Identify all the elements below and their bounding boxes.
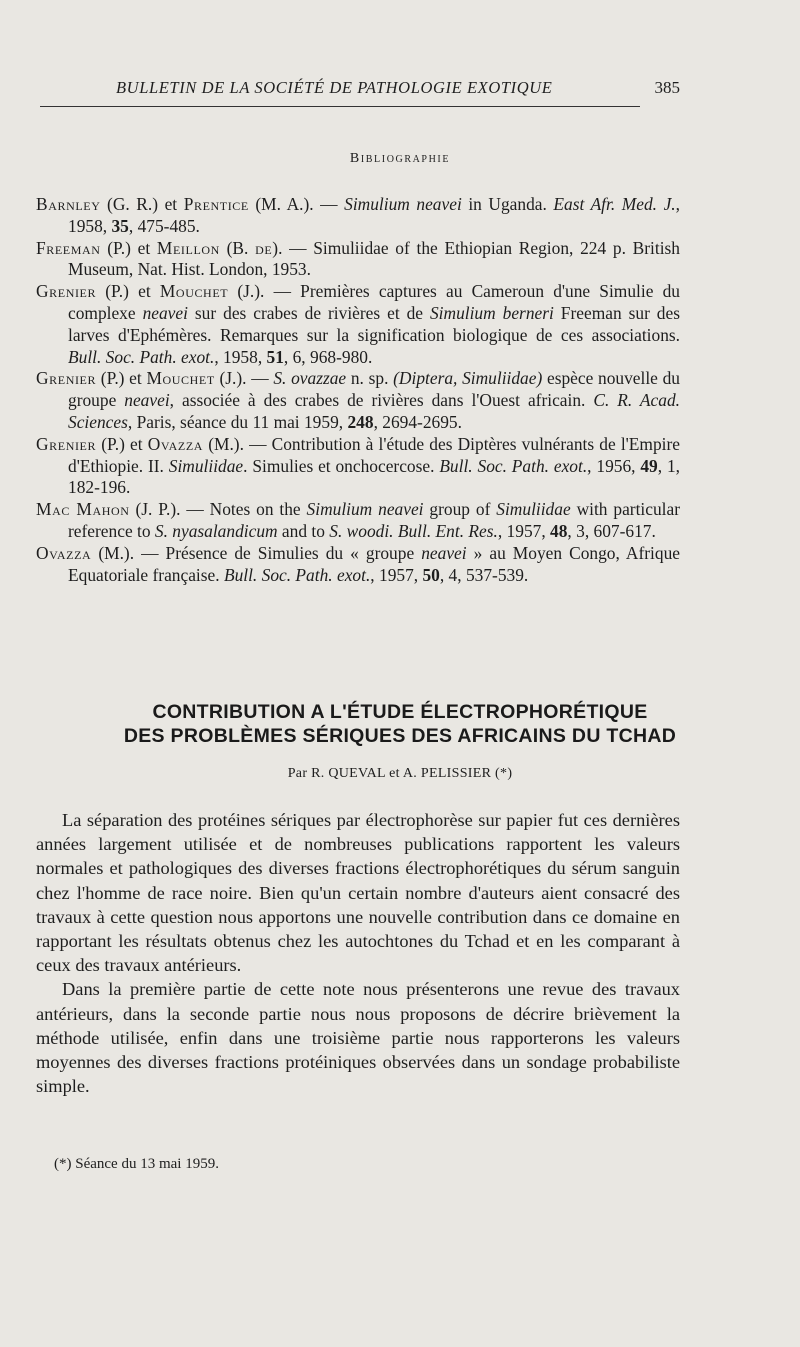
bibliography-heading: Bibliographie — [349, 151, 451, 166]
citation-text: , 4, 537-539. — [439, 564, 529, 585]
footnote: (*) Séance du 13 mai 1959. — [54, 1156, 219, 1172]
citation-text: with particular reference to — [68, 499, 680, 541]
bibliography-entry — [36, 281, 680, 368]
citation-text: , Paris, séance du 11 mai 1959, — [127, 411, 348, 432]
author-name: Meillon — [156, 237, 220, 258]
citation-text: Simulium neavei — [344, 194, 462, 214]
citation-text: C. R. Acad. Sciences — [68, 390, 680, 432]
page-header — [40, 74, 680, 110]
citation-text: (Diptera, Simuliidae) — [393, 368, 543, 389]
citation-text: , associée à des crabes de rivières dans l'Ouest africain. — [169, 390, 594, 411]
body-paragraph: La séparation des protéines sériques par électrophorèse sur papier fut ces dernières années largement utilisée et de nombreuses publications rapportent les valeurs normales et pathologiques des diverses fractions électrophorétiques du sérum sanguin chez l'homme de race noire. Bien qu'un certain nombre d'auteurs aient consacré des travaux à cette question nous apportons une nouvelle contribution dans ce domaine en rapportant les résultats obtenus chez les autochtones du Tchad et en les comparant à ceux des travaux antérieurs. — [36, 810, 680, 976]
citation-text: (J.). — — [214, 368, 274, 389]
citation-text: 248 — [347, 411, 374, 432]
citation-text: (P.) et — [100, 237, 157, 258]
citation-text: 48 — [550, 520, 568, 541]
author-name: Ovazza — [147, 433, 204, 454]
body-paragraph: Dans la première partie de cette note nous présenterons une revue des travaux antérieurs, dans la seconde partie nous nous proposons de décrire brièvement la méthode utilisée, enfin dans une troisième partie nous rapporterons les valeurs moyennes des diverses fractions protéiniques observées dans un sondage probabiliste simple. — [36, 979, 680, 1097]
citation-text: , 3, 607-617. — [567, 520, 656, 541]
citation-text: S. nyasalandicum — [154, 520, 278, 541]
citation-text: , 6, 968-980. — [283, 346, 373, 367]
citation-text: in Uganda. — [461, 194, 554, 214]
author-name: Mouchet — [159, 281, 229, 302]
citation-text: neavei — [421, 542, 467, 563]
citation-text: Freeman sur des larves d'Ephémères. Remarques sur la signification biologique de ces associations. — [68, 302, 680, 345]
citation-text: S. ovazzae — [273, 368, 347, 389]
author-name: Freeman — [36, 237, 101, 258]
author-name: Ovazza — [36, 542, 92, 563]
citation-text: Bull. Soc. Path. exot. — [68, 346, 215, 367]
author-name: Prentice — [183, 194, 249, 214]
citation-text: East Afr. Med. J. — [553, 194, 676, 214]
citation-text: (P.) et — [96, 368, 147, 389]
bibliography-entry — [36, 434, 680, 499]
page-number: 385 — [654, 78, 680, 97]
citation-text: (G. R.) et — [100, 194, 184, 214]
citation-text: Simuliidae — [496, 499, 571, 520]
citation-text: , 1958, — [214, 346, 267, 367]
author-name: Barnley — [36, 194, 101, 214]
author-name: Grenier — [36, 281, 97, 302]
citation-text: Bull. Soc. Path. exot. — [439, 455, 588, 476]
citation-text: (B. — [219, 237, 256, 258]
bibliography-entry — [36, 499, 680, 543]
citation-text: , 1958, — [68, 194, 680, 236]
citation-text: sur des crabes de rivières et de — [187, 302, 430, 323]
citation-text: (J.). — Premières captures au Cameroun d'une Simulie du complexe — [68, 281, 680, 323]
citation-text: (P.) et — [96, 433, 148, 454]
citation-text: , 1956, — [587, 455, 641, 476]
bibliography-entry — [36, 238, 680, 282]
citation-text: group of — [423, 499, 497, 520]
citation-text: (M.). — Présence de Simulies du « groupe — [91, 542, 422, 563]
citation-text: neavei — [124, 390, 170, 411]
citation-text: and to — [277, 520, 330, 541]
author-name: Grenier — [36, 368, 97, 389]
bibliography-entry — [36, 543, 680, 587]
citation-text: , 1957, — [497, 520, 551, 541]
bibliography-list — [36, 194, 680, 586]
bibliography-entry — [36, 368, 680, 433]
citation-text: Simulium berneri — [429, 302, 554, 323]
running-title: BULLETIN DE LA SOCIÉTÉ DE PATHOLOGIE EXOTIQUE — [116, 78, 553, 97]
citation-text: . Simulies et onchocercose. — [243, 455, 440, 476]
citation-text: , 475-485. — [128, 215, 200, 236]
citation-text: espèce nouvelle du groupe — [68, 368, 680, 411]
citation-text: 50 — [422, 564, 440, 585]
citation-text: S. woodi. Bull. Ent. Res. — [329, 520, 498, 541]
citation-text: » au Moyen Congo, Afrique Equatoriale française. — [68, 542, 680, 585]
author-name: Mac Mahon — [36, 499, 130, 520]
citation-text: n. sp. — [346, 368, 394, 389]
citation-text: 49 — [640, 455, 658, 476]
citation-text: 35 — [111, 215, 129, 236]
citation-text: (M.). — Contribution à l'étude des Diptères vulnérants de l'Empire d'Ethiopie. II. — [68, 433, 680, 476]
citation-text: (J. P.). — Notes on the — [129, 499, 307, 520]
citation-text: 51 — [266, 346, 284, 367]
citation-text: , 2694-2695. — [373, 411, 462, 432]
article-title-line-2: DES PROBLÈMES SÉRIQUES DES AFRICAINS DU TCHAD — [123, 725, 677, 747]
citation-text: Simuliidae — [168, 455, 244, 476]
citation-text: ). — Simuliidae of the Ethiopian Region, 224 p. British Museum, Nat. Hist. London, 1953. — [68, 237, 680, 280]
bibliography-entry — [36, 194, 680, 238]
article-title — [0, 700, 800, 748]
author-name: Mouchet — [146, 368, 215, 389]
author-name: de — [255, 237, 273, 258]
citation-text: , 1, 182-196. — [68, 455, 680, 498]
citation-text: Simulium neavei — [306, 499, 424, 520]
article-byline: Par R. QUEVAL et A. PELISSIER (*) — [287, 766, 513, 781]
citation-text: (M. A.). — — [248, 194, 345, 214]
article-title-line-1: CONTRIBUTION A L'ÉTUDE ÉLECTROPHORÉTIQUE — [152, 701, 648, 723]
header-rule — [40, 106, 640, 107]
citation-text: (P.) et — [96, 281, 160, 302]
citation-text: neavei — [142, 302, 188, 323]
author-name: Grenier — [36, 433, 97, 454]
article-body — [36, 808, 680, 1098]
citation-text: , 1957, — [370, 564, 423, 585]
citation-text: Bull. Soc. Path. exot. — [223, 564, 371, 585]
